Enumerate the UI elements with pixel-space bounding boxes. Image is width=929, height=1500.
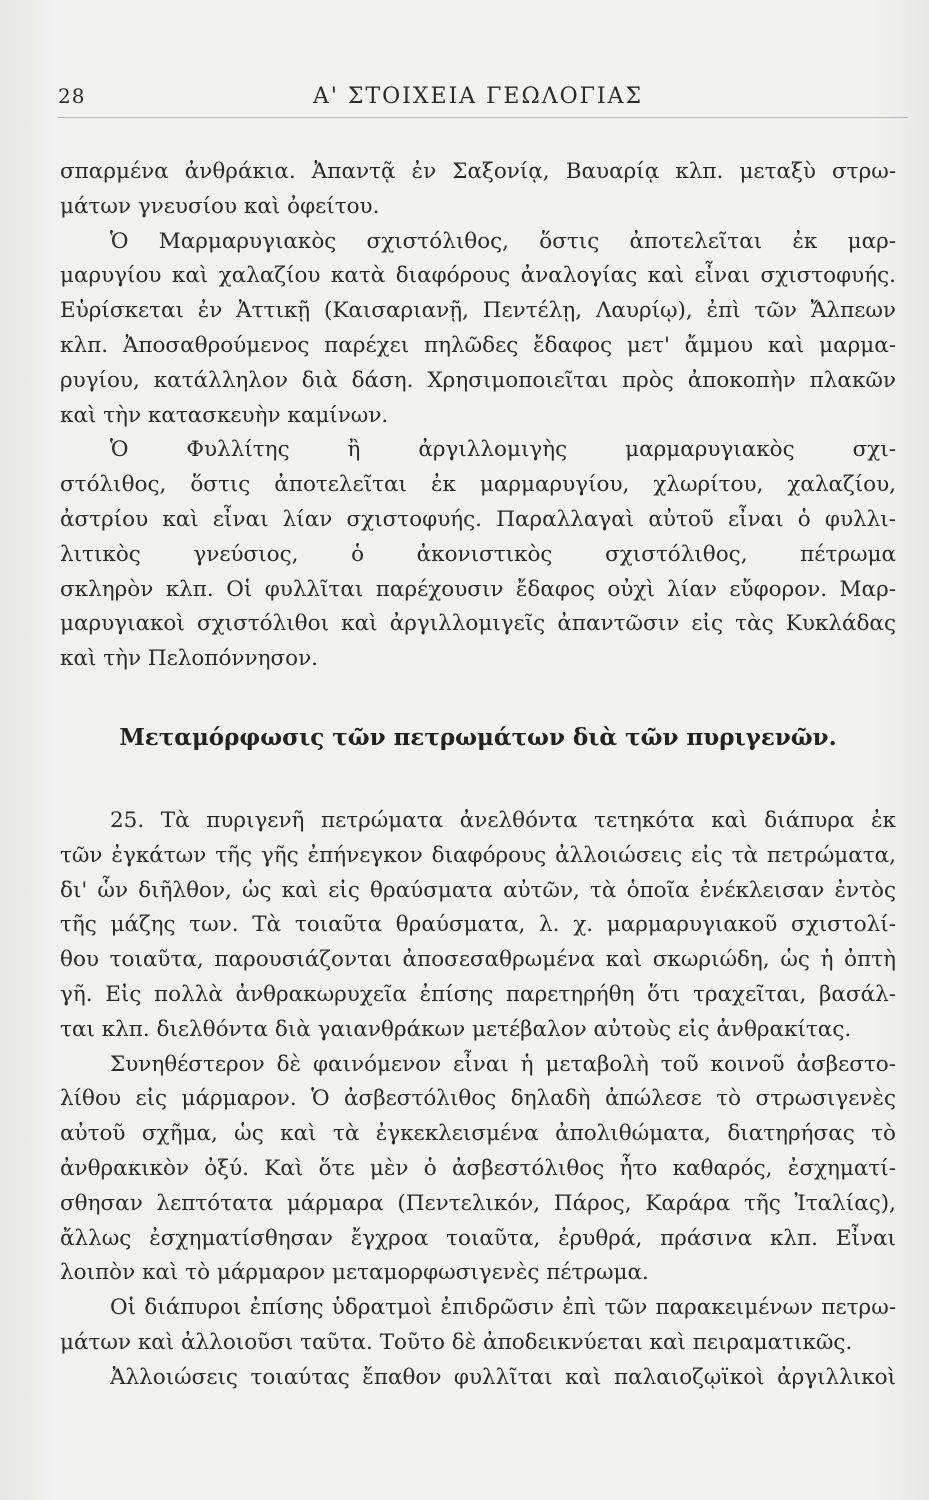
- running-title: Α' ΣΤΟΙΧΕΙΑ ΓΕΩΛΟΓΙΑΣ: [312, 84, 644, 109]
- text-line: κλπ. Ἀποσαθρούμενος παρέχει πηλῶδες ἔδαφος μετ' ἄμμου καὶ μαρμα-: [60, 332, 896, 358]
- text-line: μάτων γνευσίου καὶ ὀφείτου.: [60, 193, 380, 219]
- text-line: στόλιθος, ὅστις ἀποτελεῖται ἐκ μαρμαρυγίου, χλωρίτου, χαλαζίου,: [60, 472, 896, 498]
- text-line: ται κλπ. διελθόντα διὰ γαιανθράκων μετέβαλον αὐτοὺς εἰς ἀνθρακίτας.: [60, 1016, 852, 1042]
- text-line: σθησαν λεπτότατα μάρμαρα (Πεντελικόν, Πάρος, Καράρα τῆς Ἰταλίας),: [60, 1190, 896, 1216]
- text-line: ἀνθρακικὸν ὀξύ. Καὶ ὅτε μὲν ὁ ἀσβεστόλιθος ἦτο καθαρός, ἐσχηματί-: [60, 1155, 896, 1181]
- text-line: τῶν ἐγκάτων τῆς γῆς ἐπήνεγκον διαφόρους ἀλλοιώσεις εἰς τὰ πετρώματα,: [60, 842, 896, 868]
- text-line: τῆς μάζης των. Τὰ τοιαῦτα θραύσματα, λ. χ. μαρμαρυγιακοῦ σχιστολί-: [60, 912, 896, 938]
- text-line: 25. Τὰ πυριγενῆ πετρώματα ἀνελθόντα τετηκότα καὶ διάπυρα ἐκ: [110, 808, 896, 833]
- text-line: ἀστρίου καὶ εἶναι λίαν σχιστοφυής. Παραλλαγαὶ αὐτοῦ εἶναι ὁ φυλλι-: [60, 506, 896, 532]
- text-line: λιτικὸς γνεύσιος, ὁ ἀκονιστικὸς σχιστόλιθος, πέτρωμα: [60, 541, 896, 567]
- text-line: λοιπὸν καὶ τὸ μάρμαρον μεταμορφωσιγενὲς πέτρωμα.: [60, 1260, 649, 1286]
- text-line: Οἱ διάπυροι ἐπίσης ὑδρατμοὶ ἐπιδρῶσιν ἐπὶ τῶν παρακειμένων πετρω-: [110, 1295, 896, 1321]
- text-line: λίθου εἰς μάρμαρον. Ὁ ἀσβεστόλιθος δηλαδὴ ἀπώλεσε τὸ στρωσιγενὲς: [60, 1086, 896, 1112]
- text-line: καὶ τὴν Πελοπόννησον.: [60, 646, 318, 672]
- text-line: γῆ. Εἰς πολλὰ ἀνθρακωρυχεῖα ἐπίσης παρετηρήθη ὅτι τραχεῖται, βασάλ-: [60, 981, 896, 1007]
- text-line: ρυγίου, κατάλληλον διὰ δάση. Χρησιμοποιεῖται πρὸς ἀποκοπὴν πλακῶν: [60, 367, 896, 393]
- text-line: μαρυγίου καὶ χαλαζίου κατὰ διαφόρους ἀναλογίας καὶ εἶναι σχιστοφυής.: [60, 263, 896, 289]
- text-block-schists: [60, 155, 896, 677]
- header-divider: [58, 117, 908, 118]
- text-line: θου τοιαῦτα, παρουσιάζονται ἀποσεσαθρωμένα καὶ σκωριώδη, ὡς ἡ ὀπτὴ: [60, 947, 896, 973]
- text-block-metamorphosis: [60, 804, 896, 1396]
- text-line: αὐτοῦ σχῆμα, ὡς καὶ τὰ ἐγκεκλεισμένα ἀπολιθώματα, διατηρήσας τὸ: [60, 1121, 896, 1147]
- section-heading: Μεταμόρφωσις τῶν πετρωμάτων διὰ τῶν πυριγενῶν.: [119, 724, 837, 751]
- page-number: 28: [58, 84, 86, 108]
- text-line: ἄλλως ἐσχηματίσθησαν ἔγχροα τοιαῦτα, ἐρυθρά, πράσινα κλπ. Εἶναι: [60, 1225, 896, 1251]
- text-line: Ὁ Μαρμαρυγιακὸς σχιστόλιθος, ὅστις ἀποτελεῖται ἐκ μαρ-: [110, 228, 896, 254]
- text-line: σκληρὸν κλπ. Οἱ φυλλῖται παρέχουσιν ἔδαφος οὐχὶ λίαν εὔφορον. Μαρ-: [60, 576, 896, 602]
- text-line: μάτων καὶ ἀλλοιοῦσι ταῦτα. Τοῦτο δὲ ἀποδεικνύεται καὶ πειραματικῶς.: [60, 1329, 853, 1355]
- text-line: σπαρμένα ἀνθράκια. Ἀπαντᾷ ἐν Σαξονίᾳ, Βαυαρίᾳ κλπ. μεταξὺ στρω-: [60, 159, 896, 184]
- text-line: Ὁ Φυλλίτης ἢ ἀργιλλομιγὴς μαρμαρυγιακὸς σχι-: [110, 437, 896, 463]
- text-line: Συνηθέστερον δὲ φαινόμενον εἶναι ἡ μεταβολὴ τοῦ κοινοῦ ἀσβεστο-: [110, 1051, 896, 1077]
- text-line: Ἀλλοιώσεις τοιαύτας ἔπαθον φυλλῖται καὶ παλαιοζῳϊκοὶ ἀργιλλικοὶ: [110, 1364, 896, 1390]
- text-line: καὶ τὴν κατασκευὴν καμίνων.: [60, 402, 389, 428]
- text-line: μαρυγιακοὶ σχιστόλιθοι καὶ ἀργιλλομιγεῖς ἀπαντῶσιν εἰς τὰς Κυκλάδας: [60, 611, 896, 637]
- text-line: δι' ὧν διῆλθον, ὡς καὶ εἰς θραύσματα αὐτῶν, τὰ ὁποῖα ἐνέκλεισαν ἐντὸς: [60, 877, 896, 903]
- text-line: Εὑρίσκεται ἐν Ἀττικῇ (Καισαριανῇ, Πεντέλῃ, Λαυρίῳ), ἐπὶ τῶν Ἄλπεων: [60, 298, 896, 324]
- page-header: [58, 84, 898, 114]
